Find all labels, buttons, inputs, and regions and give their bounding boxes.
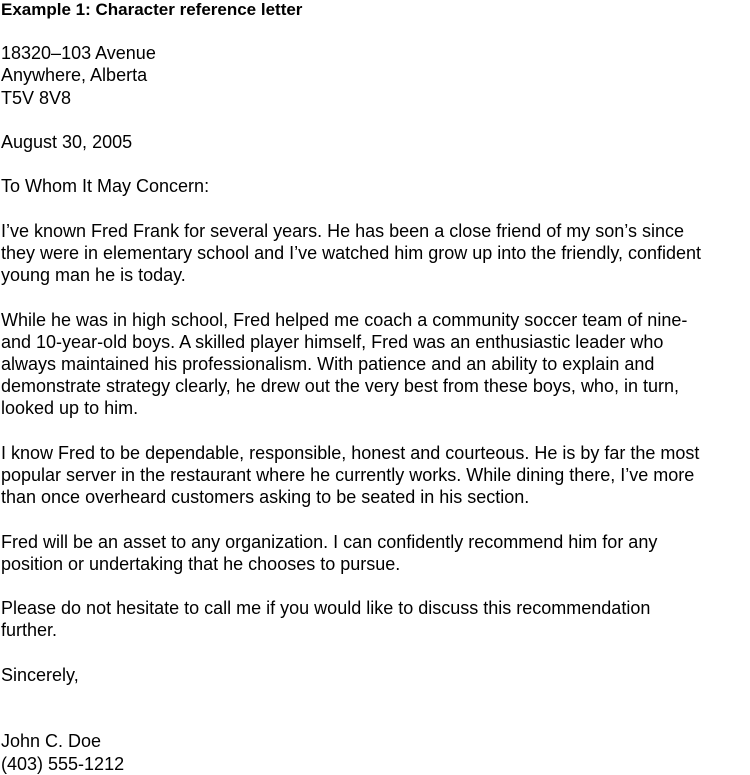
spacer: [1, 642, 749, 664]
spacer: [1, 575, 749, 597]
paragraph-line: Please do not hesitate to call me if you would like to discuss this recommendation: [1, 598, 651, 619]
paragraph-line: While he was in high school, Fred helped me coach a community soccer team of nine-: [1, 309, 688, 330]
spacer: [1, 286, 749, 308]
closing: [1, 664, 749, 686]
paragraph-line: and 10-year-old boys. A skilled player himself, Fred was an enthusiastic leader who: [1, 331, 664, 352]
spacer: [1, 109, 749, 131]
paragraph-line: demonstrate strategy clearly, he drew out the very best from these boys, who, in turn,: [1, 376, 679, 397]
spacer: [1, 508, 749, 530]
date-text: August 30, 2005: [1, 131, 133, 152]
paragraph-line: than once overheard customers asking to be seated in his section.: [1, 487, 530, 508]
paragraph-4: [1, 531, 749, 575]
paragraph-line: position or undertaking that he chooses to pursue.: [1, 553, 401, 574]
paragraph-line: popular server in the restaurant where he currently works. While dining there, I’ve more: [1, 464, 695, 485]
signer-name: John C. Doe: [1, 731, 102, 752]
signer-phone: (403) 555-1212: [1, 753, 125, 774]
address-line-3: T5V 8V8: [1, 87, 72, 108]
paragraph-line: they were in elementary school and I’ve watched him grow up into the friendly, confident: [1, 242, 702, 263]
document-heading: Example 1: Character reference letter: [1, 0, 303, 19]
paragraph-2: [1, 309, 749, 420]
letter-document: [1, 0, 749, 775]
signature-block: [1, 730, 749, 774]
spacer: [1, 153, 749, 175]
paragraph-1: [1, 220, 749, 287]
paragraph-line: further.: [1, 620, 58, 641]
paragraph-line: looked up to him.: [1, 398, 139, 419]
paragraph-line: I’ve known Fred Frank for several years. He has been a close friend of my son’s since: [1, 220, 684, 241]
salutation: [1, 175, 749, 197]
paragraph-line: I know Fred to be dependable, responsible, honest and courteous. He is by far the most: [1, 442, 700, 463]
spacer: [1, 20, 749, 42]
spacer: [1, 420, 749, 442]
signature-space: [1, 686, 749, 730]
address-line-2: Anywhere, Alberta: [1, 65, 148, 86]
spacer: [1, 198, 749, 220]
sender-address: [1, 42, 749, 109]
paragraph-5: [1, 597, 749, 641]
paragraph-line: Fred will be an asset to any organization. I can confidently recommend him for any: [1, 531, 658, 552]
letter-date: [1, 131, 749, 153]
paragraph-line: always maintained his professionalism. With patience and an ability to explain and: [1, 353, 655, 374]
closing-text: Sincerely,: [1, 664, 79, 685]
address-line-1: 18320–103 Avenue: [1, 43, 156, 64]
salutation-text: To Whom It May Concern:: [1, 176, 210, 197]
paragraph-line: young man he is today.: [1, 265, 186, 286]
paragraph-3: [1, 442, 749, 509]
